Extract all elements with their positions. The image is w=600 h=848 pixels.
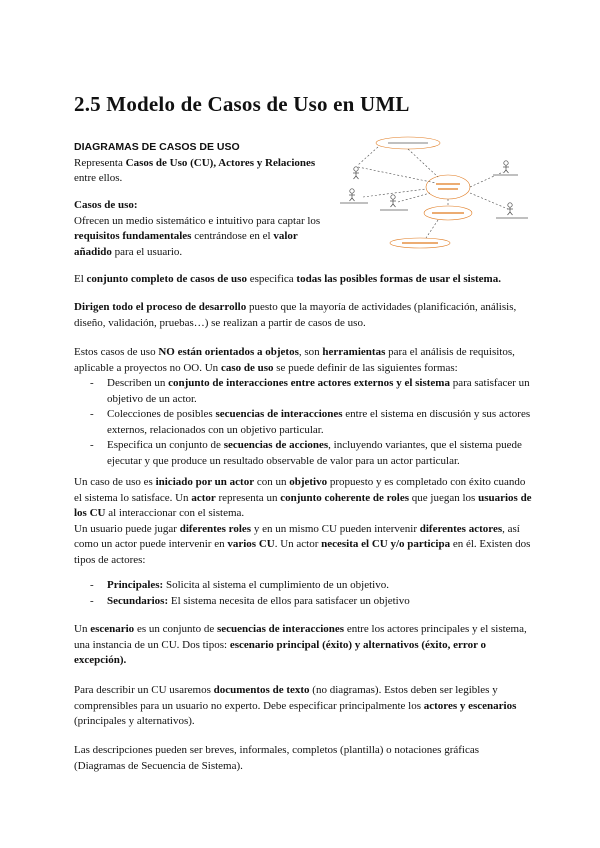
list-item <box>74 407 532 438</box>
text-run: Estos casos de uso <box>74 346 159 358</box>
usuario-paragraph <box>74 522 532 569</box>
text-run: propuesto y es completado con éxito cuando el sistema lo satisface. Un <box>74 476 526 504</box>
bold-run: objetivo <box>289 476 328 488</box>
casos-block <box>74 198 336 260</box>
bold-run: iniciado por un actor <box>155 476 255 488</box>
iniciado-paragraph <box>74 475 532 522</box>
bold-run: Casos de Uso (CU), Actores y Relaciones <box>125 156 316 169</box>
conjunto-paragraph <box>74 272 532 288</box>
text-run: Describen un <box>107 377 169 389</box>
use-case-diagram-figure <box>338 127 535 249</box>
actor-icon <box>349 189 355 201</box>
bold-run: usuarios de los CU <box>74 491 532 519</box>
text-run: entre el sistema en discusión y sus actores externos, relacionados con un objetivo particular. <box>107 408 531 436</box>
list-item <box>74 438 532 469</box>
bold-run: secuencias de interacciones <box>216 623 345 635</box>
text-run: entre los actores principales y el sistema, una instancia de un CU. Dos tipos: <box>74 623 527 651</box>
text-run: entre ellos. <box>74 172 123 184</box>
text-run: El <box>74 273 87 285</box>
orientados-paragraph <box>74 345 532 376</box>
text-run: para satisfacer un objetivo de un actor. <box>107 377 530 405</box>
relation-line <box>358 167 436 183</box>
actor-icon <box>390 195 396 207</box>
text-run: Ofrecen un medio sistemático e intuitivo para captar los <box>74 214 321 227</box>
text-run: representa un <box>215 491 281 504</box>
relation-line <box>470 172 503 187</box>
list-item <box>74 376 532 407</box>
bold-run: Dirigen todo el proceso de desarrollo <box>74 301 247 313</box>
text-run: , así como un actor puede intervenir en <box>74 522 520 550</box>
text-run: en él. Existen dos tipos de actores: <box>74 538 531 566</box>
text-run: , son <box>298 346 323 358</box>
bold-run: necesita el CU y/o participa <box>321 538 451 550</box>
diagram-label-marks <box>340 143 528 243</box>
text-run: y en un mismo CU pueden intervenir <box>251 522 420 535</box>
bold-run: diferentes roles <box>179 522 252 535</box>
use-case-ellipse <box>426 175 470 199</box>
text-run: Representa <box>74 156 126 169</box>
relation-line <box>470 193 508 209</box>
casos-paragraph <box>74 214 336 261</box>
text-run: , incluyendo variantes, que el sistema puede ejecutar y que produce un resultado observable de valor para un actor particular. <box>107 439 522 467</box>
text-run: al interaccionar con el sistema. <box>105 507 245 519</box>
bold-run: Principales: <box>107 579 164 591</box>
text-run: que juegan los <box>409 491 479 504</box>
bold-run: Secundarios: <box>107 594 169 607</box>
bold-run: secuencias de acciones <box>223 439 329 451</box>
bold-run: caso de uso <box>220 361 274 374</box>
text-run: Un caso de uso es <box>74 476 156 488</box>
bold-run: NO están orientados a objetos <box>158 346 299 358</box>
text-run: para el análisis de requisitos, aplicable a proyectos no OO. Un <box>74 346 515 374</box>
bold-run: conjunto de interacciones entre actores externos y el sistema <box>168 377 450 389</box>
documentos-paragraph <box>74 683 532 730</box>
page-title: 2.5 Modelo de Casos de Uso en UML <box>74 92 410 116</box>
relation-line <box>408 149 438 177</box>
bold-run: escenario principal (éxito) y alternativos (éxito, error o excepción). <box>74 638 487 666</box>
text-run: Para describir un CU usaremos <box>74 684 214 696</box>
text-run: El sistema necesita de ellos para satisfacer un objetivo <box>168 594 410 607</box>
list-item <box>74 578 532 594</box>
formas-list <box>74 376 532 469</box>
bold-run: documentos de texto <box>213 684 310 696</box>
bold-run: varios CU <box>227 538 275 550</box>
text-run: Un <box>74 623 91 635</box>
actores-block <box>74 475 532 568</box>
bold-run: valor añadido <box>74 230 298 258</box>
text-run: especifica <box>246 273 297 285</box>
escenario-paragraph <box>74 622 532 669</box>
descripciones-paragraph: Las descripciones pueden ser breves, informales, completos (plantilla) o notaciones gráficas (Diagramas de Secuencia de Sistema). <box>74 744 480 772</box>
bold-run: conjunto coherente de roles <box>280 491 410 504</box>
actor-types-list <box>74 578 532 609</box>
text-run: Colecciones de posibles <box>107 408 216 420</box>
text-run: (no diagramas). Estos deben ser legibles y comprensibles para un usuario no experto. Debe especificar principalmente los <box>74 684 498 712</box>
bold-run: secuencias de interacciones <box>215 408 343 420</box>
text-run: Solicita al sistema el cumplimiento de un objetivo. <box>163 579 389 591</box>
text-run: Un usuario puede jugar <box>74 522 180 535</box>
bold-run: herramientas <box>322 346 386 358</box>
text-run: . Un actor <box>274 538 322 550</box>
actor-icon <box>507 203 513 215</box>
section-heading: DIAGRAMAS DE CASOS DE USO <box>74 141 240 153</box>
bold-run: actor <box>191 491 216 504</box>
text-run: centrándose en el <box>191 230 274 242</box>
text-run: puesto que la mayoría de actividades (planificación, análisis, diseño, validación, pruebas…) se realizan a partir de casos de uso. <box>74 301 517 329</box>
actor-icons <box>349 161 513 215</box>
dirigen-paragraph <box>74 300 532 331</box>
bold-run: requisitos fundamentales <box>74 230 192 242</box>
bold-run: conjunto completo de casos de uso <box>86 273 247 285</box>
intro-paragraph <box>74 156 336 187</box>
relation-line <box>358 147 378 165</box>
text-run: (principales y alternativos). <box>74 715 195 727</box>
intro-block <box>74 140 336 187</box>
bold-run: actores y escenarios <box>423 699 517 712</box>
relation-line <box>426 220 438 238</box>
text-run: Especifica un conjunto de <box>107 439 224 451</box>
orientados-block <box>74 345 532 469</box>
diagram-lines <box>358 137 508 248</box>
actor-icon <box>503 161 509 173</box>
bold-run: diferentes actores <box>419 522 503 535</box>
text-run: para el usuario. <box>111 245 183 258</box>
text-run: con un <box>254 476 290 488</box>
text-run: es un conjunto de <box>134 623 217 635</box>
text-run: se puede definir de las siguientes formas: <box>273 361 458 374</box>
list-item <box>74 594 532 610</box>
actor-types-block <box>74 578 532 609</box>
casos-heading: Casos de uso: <box>74 199 138 211</box>
bold-run: escenario <box>90 623 135 635</box>
relation-line <box>398 193 430 202</box>
bold-run: todas las posibles formas de usar el sistema. <box>296 273 501 285</box>
actor-icon <box>353 167 359 179</box>
